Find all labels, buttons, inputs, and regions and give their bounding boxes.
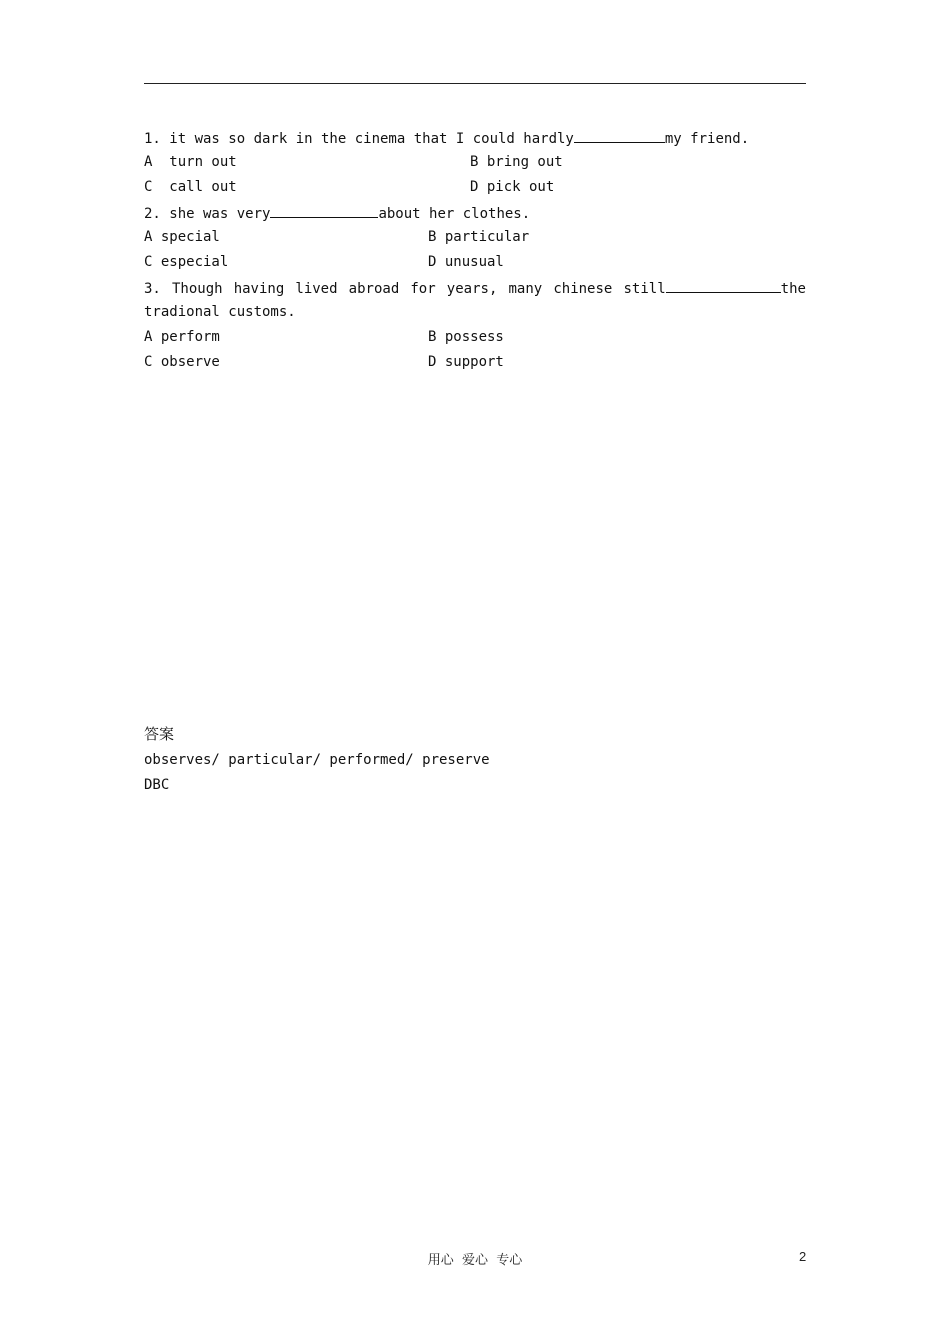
question-1-option-b: B bring out bbox=[470, 154, 563, 170]
question-3-word: years, bbox=[446, 281, 498, 297]
question-3-word: chinese bbox=[553, 281, 613, 297]
question-3-word: still bbox=[623, 281, 666, 297]
question-3-word: many bbox=[508, 281, 543, 297]
page-number: 2 bbox=[799, 1249, 807, 1264]
question-3-option-c: C observe bbox=[144, 354, 220, 370]
question-3-word: for bbox=[410, 281, 436, 297]
question-2-option-d: D unusual bbox=[428, 254, 504, 270]
question-1-text-before: 1. it was so dark in the cinema that I could hardly bbox=[144, 131, 574, 147]
question-2-text-before: 2. she was very bbox=[144, 206, 271, 222]
question-1-option-c: C call out bbox=[144, 179, 237, 195]
footer-motto: 用心 爱心 专心 bbox=[427, 1253, 523, 1268]
question-2-blank bbox=[270, 203, 378, 218]
answers-line-2: DBC bbox=[144, 777, 170, 793]
question-3-text-after: the bbox=[780, 281, 806, 297]
question-2-option-c: C especial bbox=[144, 254, 229, 270]
question-3-option-d: D support bbox=[428, 354, 504, 370]
question-3-word: having bbox=[233, 281, 285, 297]
question-1-option-a: A turn out bbox=[144, 154, 237, 170]
question-2-option-a: A special bbox=[144, 229, 220, 245]
question-3-option-a: A perform bbox=[144, 329, 220, 345]
question-3-blank-group bbox=[623, 278, 805, 298]
question-3-word: 3. bbox=[144, 281, 161, 297]
question-3-stem-continued: tradional customs. bbox=[144, 304, 296, 320]
question-3-word: abroad bbox=[348, 281, 400, 297]
question-3-stem bbox=[144, 278, 806, 298]
question-3-blank bbox=[666, 278, 781, 293]
question-2-option-b: B particular bbox=[428, 229, 530, 245]
question-1-option-d: D pick out bbox=[470, 179, 555, 195]
header-rule bbox=[144, 83, 806, 84]
answers-line-1: observes/ particular/ performed/ preserve bbox=[144, 752, 490, 768]
question-3-option-b: B possess bbox=[428, 329, 504, 345]
question-3-word: lived bbox=[295, 281, 338, 297]
question-2-text-after: about her clothes. bbox=[378, 206, 531, 222]
question-2-stem bbox=[144, 203, 530, 223]
question-1-stem bbox=[144, 128, 749, 148]
answers-heading: 答案 bbox=[144, 725, 175, 743]
question-1-blank bbox=[574, 128, 665, 143]
question-1-text-after: my friend. bbox=[664, 131, 750, 147]
question-3-word: Though bbox=[171, 281, 223, 297]
